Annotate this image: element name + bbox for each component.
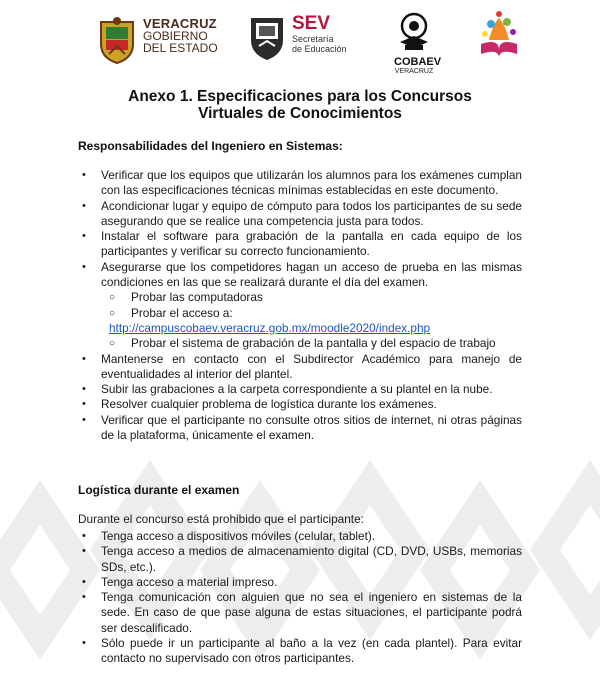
veracruz-line3: DEL ESTADO: [143, 41, 218, 55]
bullet-icon: •: [82, 383, 86, 396]
circle-bullet-icon: ○: [109, 292, 116, 304]
section1-heading: Responsabilidades del Ingeniero en Sistemas:: [78, 139, 343, 153]
sub-item-text: Probar las computadoras: [131, 290, 263, 305]
list-item-text: Verificar que el participante no consulte otros sitios de internet, ni otras páginas de la plataforma, únicamente el examen.: [101, 412, 522, 443]
list-item-text: Tenga acceso a dispositivos móviles (celular, tablet).: [101, 529, 376, 543]
sub-list-item: [101, 290, 522, 305]
sev-line2: Secretaría: [292, 34, 334, 44]
list-item: [78, 413, 522, 444]
list-item-text: Tenga acceso a medios de almacenamiento digital (CD, DVD, USBs, memorias SDs, etc.).: [101, 544, 522, 574]
sev-line1: SEV: [292, 13, 331, 34]
list-item-text: Instalar el software para grabación de la pantalla en cada equipo de los participantes y verificar su correcto funcionamiento.: [101, 229, 522, 259]
list-item: [78, 575, 522, 590]
bullet-icon: •: [82, 530, 86, 542]
veracruz-logo: [97, 16, 218, 69]
document-title: [0, 88, 600, 122]
list-item: [78, 544, 522, 575]
bullet-icon: •: [82, 199, 86, 212]
header-logos: [0, 10, 600, 75]
list-item-text: Acondicionar lugar y equipo de cómputo para todos los participantes de su sede asegurando que se realice una competencia justa para todos.: [101, 198, 522, 228]
list-item-text: Tenga comunicación con alguien que no sea el ingeniero en sistemas de la sede. En caso de que pase alguna de estas situaciones, el participante podrá ser descalificado.: [101, 590, 522, 635]
list-item: [78, 382, 522, 397]
sev-line3: de Educación: [292, 44, 347, 54]
list-item: [78, 636, 522, 667]
sub-item-text: Probar el sistema de grabación de la pantalla y del espacio de trabajo: [131, 336, 496, 351]
bullet-icon: •: [82, 230, 86, 243]
cobaev-line2: VERACRUZ: [394, 68, 434, 75]
section2-heading: Logística durante el examen: [78, 483, 240, 497]
list-item: [78, 199, 522, 230]
bullet-icon: •: [82, 260, 86, 273]
veracruz-line1: VERACRUZ: [143, 16, 217, 31]
book-logo: [475, 10, 523, 67]
bullet-icon: •: [82, 591, 86, 604]
cobaev-line1: COBAEV: [394, 56, 442, 68]
logistics-list: [78, 529, 522, 667]
responsibilities-list: [78, 168, 522, 443]
cobaev-emblem-icon: [396, 12, 432, 52]
bullet-icon: •: [82, 545, 86, 558]
sev-logo: [248, 13, 347, 67]
bullet-icon: •: [82, 352, 86, 365]
list-item-text: Subir las grabaciones a la carpeta correspondiente a su plantel en la nube.: [101, 382, 493, 397]
list-item-text: Mantenerse en contacto con el Subdirector Académico para manejo de eventualidades al interior del plantel.: [101, 351, 522, 381]
bullet-icon: •: [82, 575, 86, 588]
bullet-icon: •: [82, 413, 86, 426]
list-item: [78, 590, 522, 636]
open-book-icon: [475, 10, 523, 62]
section2-intro: Durante el concurso está prohibido que el participante:: [78, 512, 364, 526]
bullet-icon: •: [82, 398, 86, 411]
list-item: [78, 352, 522, 383]
sub-item-text: Probar el acceso a:: [131, 305, 233, 320]
list-item-text: Asegurarse que los competidores hagan un acceso de prueba en las mismas condiciones en las que se realizará durante el día del examen.: [101, 259, 522, 290]
sev-shield-icon: [248, 14, 286, 62]
list-item: [78, 397, 522, 412]
list-item: [78, 168, 522, 199]
list-item-text: Resolver cualquier problema de logística durante los exámenes.: [101, 397, 437, 412]
circle-bullet-icon: ○: [109, 338, 116, 350]
veracruz-shield-icon: [97, 16, 137, 64]
list-item: [78, 529, 522, 544]
sub-list-item: [101, 336, 522, 351]
list-item-text: Verificar que los equipos que utilizarán los alumnos para los exámenes cumplan con las especificaciones técnicas mínimas establecidas en este documento.: [101, 168, 522, 198]
title-line1: Anexo 1. Especificaciones para los Concursos: [128, 88, 472, 105]
bullet-icon: •: [82, 637, 86, 650]
list-item: [78, 260, 522, 352]
list-item: [78, 229, 522, 260]
moodle-link[interactable]: http://campuscobaev.veracruz.gob.mx/moodle2020/index.php: [109, 320, 431, 335]
sub-list-item: [101, 306, 522, 321]
circle-bullet-icon: ○: [109, 307, 116, 319]
title-line2: Virtuales de Conocimientos: [198, 105, 402, 122]
list-item-text: Sólo puede ir un participante al baño a la vez (en cada plantel). Para evitar contacto no supervisado con otros participantes.: [101, 636, 522, 666]
sub-list: [101, 290, 522, 351]
cobaev-logo: [394, 12, 442, 76]
sub-list-link-line: [101, 321, 522, 336]
list-item-text: Tenga acceso a material impreso.: [101, 574, 278, 589]
bullet-icon: •: [82, 169, 86, 181]
veracruz-line2: GOBIERNO: [143, 29, 208, 43]
